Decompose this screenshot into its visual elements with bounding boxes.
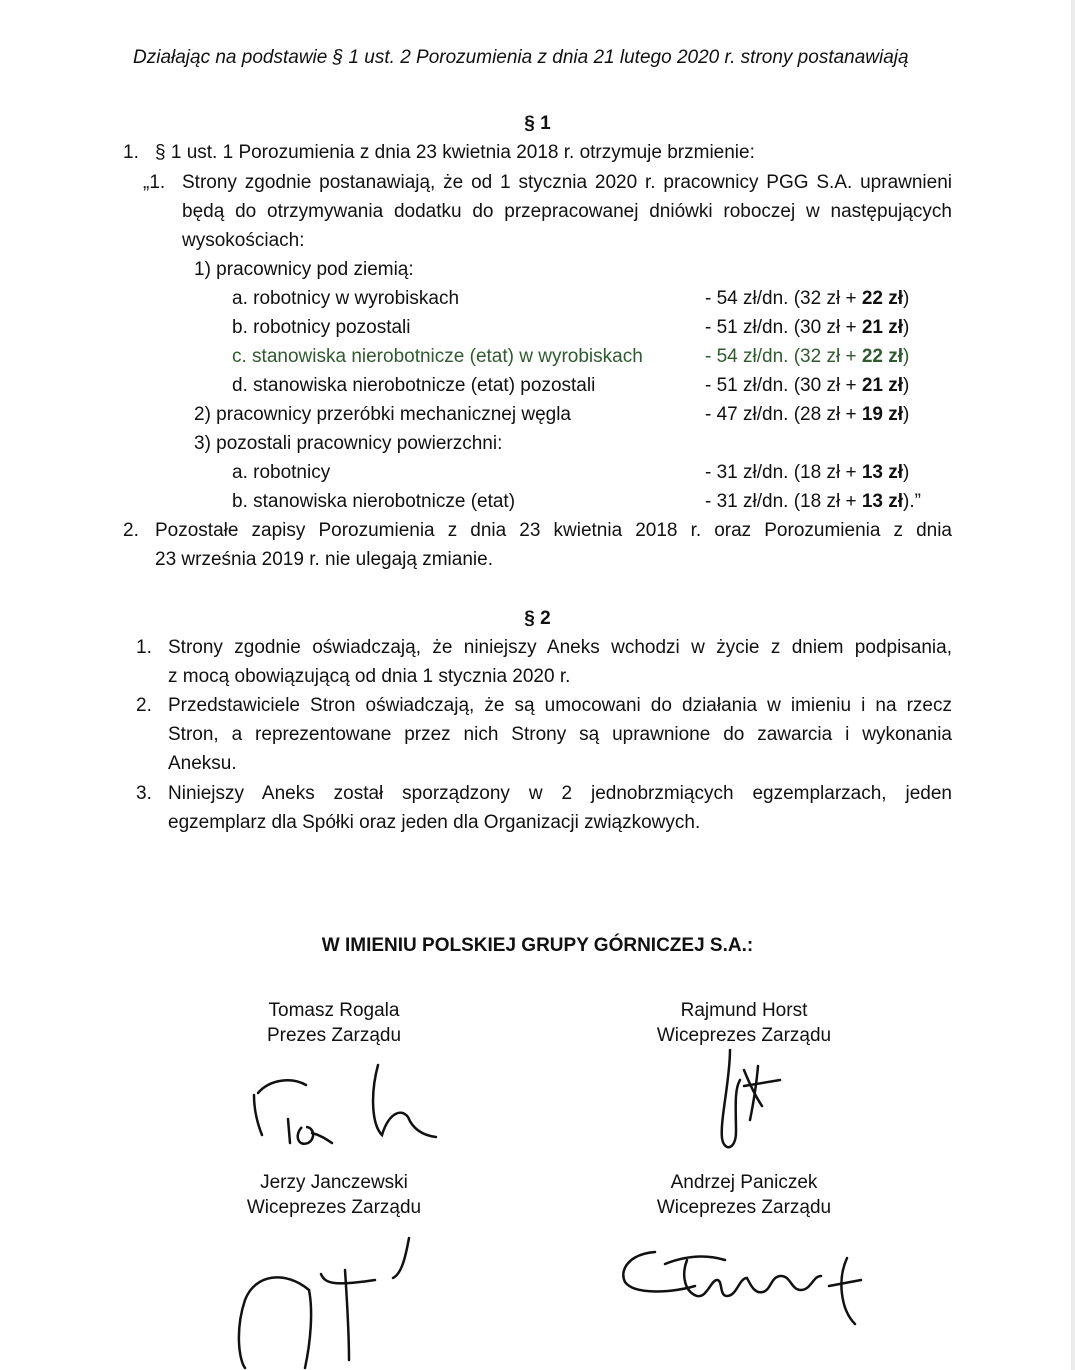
quote-line-3: wysokościach: bbox=[182, 230, 305, 251]
s1-item2-line-1: Pozostałe zapisy Porozumienia z dnia 23 kwietnia 2018 r. oraz Porozumienia z dnia bbox=[155, 520, 952, 541]
s2-p1-line-1: Strony zgodnie oświadczają, że niniejszy Aneks wchodzi w życie z dniem podpisania, bbox=[168, 637, 952, 658]
group-3-label: 3) pozostali pracownicy powierzchni: bbox=[194, 433, 503, 454]
signatory-4 bbox=[594, 1170, 894, 1220]
group-2-label: 2) pracownicy przeróbki mechanicznej węgla bbox=[194, 404, 572, 425]
g1a-value: - 54 zł/dn. (32 zł + 22 zł) bbox=[705, 288, 910, 309]
signatures-heading: W IMIENIU POLSKIEJ GRUPY GÓRNICZEJ S.A.: bbox=[321, 935, 754, 956]
s1-item1-text: § 1 ust. 1 Porozumienia z dnia 23 kwietnia 2018 r. otrzymuje brzmienie: bbox=[155, 142, 755, 163]
signatory-1-role: Prezes Zarządu bbox=[266, 1025, 402, 1046]
g1b-label: b. robotnicy pozostali bbox=[232, 317, 411, 338]
s1-item2-line-2: 23 września 2019 r. nie ulegają zmianie. bbox=[155, 549, 493, 570]
s2-p2-line-3: Aneksu. bbox=[168, 753, 237, 774]
s1-item2-number: 2. bbox=[123, 520, 139, 541]
g1a-label: a. robotnicy w wyrobiskach bbox=[232, 288, 460, 309]
g3a-value: - 31 zł/dn. (18 zł + 13 zł) bbox=[705, 462, 910, 483]
s1-item1-number: 1. bbox=[123, 142, 139, 163]
signatory-4-name: Andrzej Paniczek bbox=[670, 1172, 818, 1193]
signature-4-handwritten bbox=[615, 1240, 865, 1330]
section-2-heading: § 2 bbox=[524, 608, 551, 629]
signature-3-handwritten bbox=[225, 1230, 425, 1370]
s2-p2-line-2: Stron, a reprezentowane przez nich Strony są uprawnione do zawarcia i wykonania bbox=[168, 724, 952, 745]
signatory-3-name: Jerzy Janczewski bbox=[260, 1172, 408, 1193]
signatory-2-name: Rajmund Horst bbox=[680, 1000, 808, 1021]
signatory-1-name: Tomasz Rogala bbox=[268, 1000, 400, 1021]
section-1-heading: § 1 bbox=[524, 113, 551, 134]
g1d-value: - 51 zł/dn. (30 zł + 21 zł) bbox=[705, 375, 910, 396]
quote-line-1: Strony zgodnie postanawiają, że od 1 stycznia 2020 r. pracownicy PGG S.A. uprawnieni bbox=[182, 172, 952, 193]
signature-2-handwritten bbox=[700, 1040, 810, 1160]
g1d-label: d. stanowiska nierobotnicze (etat) pozostali bbox=[232, 375, 596, 396]
group-1-label: 1) pracownicy pod ziemią: bbox=[194, 259, 414, 280]
signatory-4-role: Wiceprezes Zarządu bbox=[656, 1197, 832, 1218]
s2-p1-line-2: z mocą obowiązującą od dnia 1 stycznia 2020 r. bbox=[168, 666, 571, 687]
s2-p3-number: 3. bbox=[136, 783, 152, 804]
g1c-value: - 54 zł/dn. (32 zł + 22 zł) bbox=[705, 346, 910, 367]
g1b-value: - 51 zł/dn. (30 zł + 21 zł) bbox=[705, 317, 910, 338]
s2-p1-number: 1. bbox=[136, 637, 152, 658]
s2-p2-line-1: Przedstawiciele Stron oświadczają, że są umocowani do działania w imieniu i na rzecz bbox=[168, 695, 952, 716]
s2-p3-line-1: Niniejszy Aneks został sporządzony w 2 jednobrzmiących egzemplarzach, jeden bbox=[168, 783, 952, 804]
g3b-value: - 31 zł/dn. (18 zł + 13 zł).” bbox=[705, 491, 921, 512]
quote-number: „1. bbox=[143, 172, 166, 193]
signatory-2-role: Wiceprezes Zarządu bbox=[656, 1025, 832, 1046]
group-2-value: - 47 zł/dn. (28 zł + 19 zł) bbox=[705, 404, 910, 425]
g3b-label: b. stanowiska nierobotnicze (etat) bbox=[232, 491, 516, 512]
page-edge bbox=[1071, 0, 1075, 1370]
signature-1-handwritten bbox=[240, 1055, 460, 1155]
quote-line-2: będą do otrzymywania dodatku do przepracowanej dniówki roboczej w następujących bbox=[182, 201, 952, 222]
signatory-3-role: Wiceprezes Zarządu bbox=[246, 1197, 422, 1218]
g3a-label: a. robotnicy bbox=[232, 462, 331, 483]
s2-p3-line-2: egzemplarz dla Spółki oraz jeden dla Organizacji związkowych. bbox=[168, 812, 701, 833]
g1c-label: c. stanowiska nierobotnicze (etat) w wyrobiskach bbox=[232, 346, 643, 367]
s2-p2-number: 2. bbox=[136, 695, 152, 716]
intro-text: Działając na podstawie § 1 ust. 2 Porozumienia z dnia 21 lutego 2020 r. strony postanawiają bbox=[133, 47, 909, 68]
signatory-1 bbox=[184, 998, 484, 1048]
signatory-3 bbox=[184, 1170, 484, 1220]
